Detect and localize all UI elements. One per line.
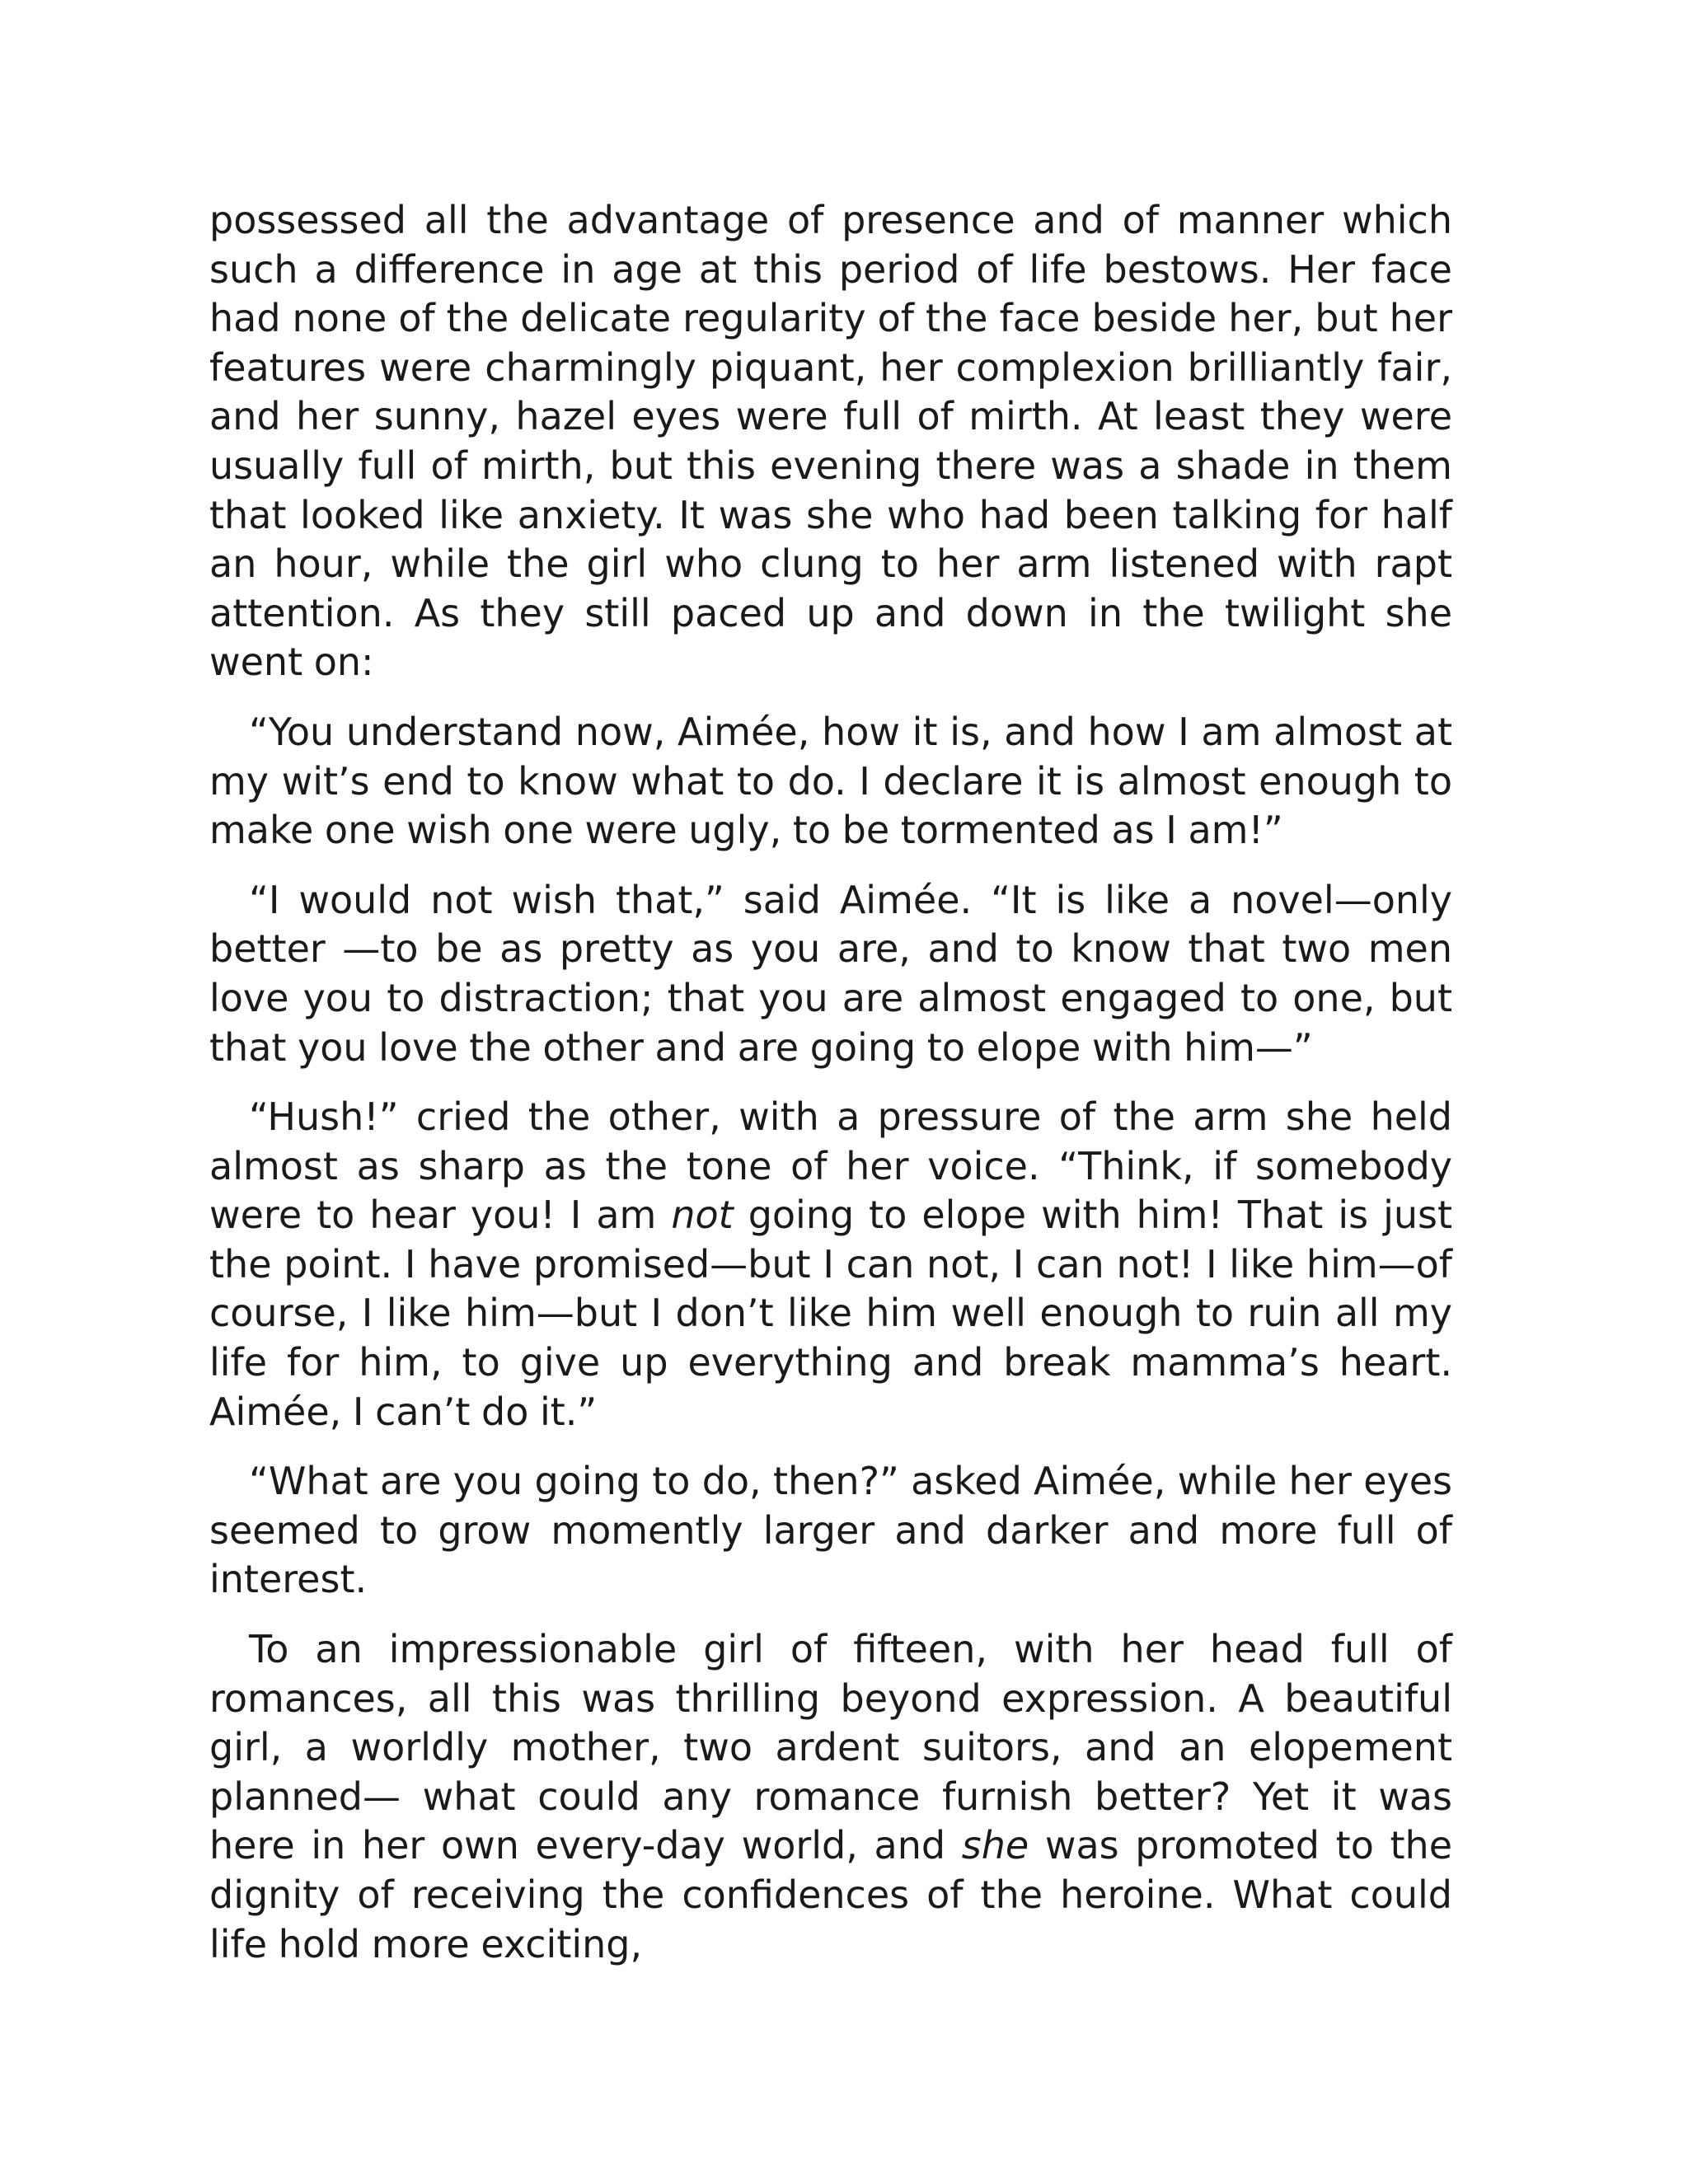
paragraph-5 xyxy=(209,1457,1452,1605)
paragraph-1-text: possessed all the advantage of presence and of manner which such a difference in age at this period of life bestows. Her face had none of the delicate regularity of the face beside her, but her features were charmingly piquant, her complexion brilliantly fair, and her sunny, hazel eyes were full of mirth. At least they were usually full of mirth, but this evening there was a shade in them that looked like anxiety. It was she who had been talking for half an hour, while the girl who clung to her arm listened with rapt attention. As they still paced up and down in the twilight she went on: xyxy=(209,198,1452,685)
paragraph-4-text-part-1: “Hush!” cried the other, with a pressure of the arm she held almost as sharp as the tone of her voice. “Think, if somebody were to hear you! I am xyxy=(209,1094,1452,1238)
paragraph-4-emphasis: not xyxy=(671,1193,734,1238)
paragraph-4-text-part-2: going to elope with him! That is just the point. I have promised—but I can not, I can not! I like him—of course, I like him—but I don’t like him well enough to ruin all my life for him, to give up everything and break mamma’s heart. Aimée, I can’t do it.” xyxy=(209,1193,1453,1434)
page-body xyxy=(209,196,1452,1990)
paragraph-6-emphasis: she xyxy=(961,1823,1029,1868)
paragraph-3 xyxy=(209,876,1452,1072)
paragraph-2 xyxy=(209,708,1452,855)
paragraph-6-text-part-1: To an impressionable girl of fifteen, with her head full of romances, all this was thrilling beyond expression. A beautiful girl, a worldly mother, two ardent suitors, and an elopement planned— what could any romance furnish better? Yet it was here in her own every-day world, and xyxy=(209,1627,1452,1868)
paragraph-2-text: “You understand now, Aimée, how it is, and how I am almost at my wit’s end to know what to do. I declare it is almost enough to make one wish one were ugly, to be tormented as I am!” xyxy=(209,709,1452,853)
paragraph-1 xyxy=(209,196,1452,687)
paragraph-4 xyxy=(209,1093,1452,1436)
paragraph-3-text: “I would not wish that,” said Aimée. “It is like a novel—only better —to be as pretty as you are, and to know that two men love you to distraction; that you are almost engaged to one, but that you love the other and are going to elope with him—” xyxy=(209,877,1452,1070)
paragraph-6 xyxy=(209,1625,1452,1969)
paragraph-5-text: “What are you going to do, then?” asked Aimée, while her eyes seemed to grow momently larger and darker and more full of interest. xyxy=(209,1459,1452,1602)
paragraph-6-text-part-2: was promoted to the dignity of receiving the confidences of the heroine. What could life hold more exciting, xyxy=(209,1823,1453,1966)
